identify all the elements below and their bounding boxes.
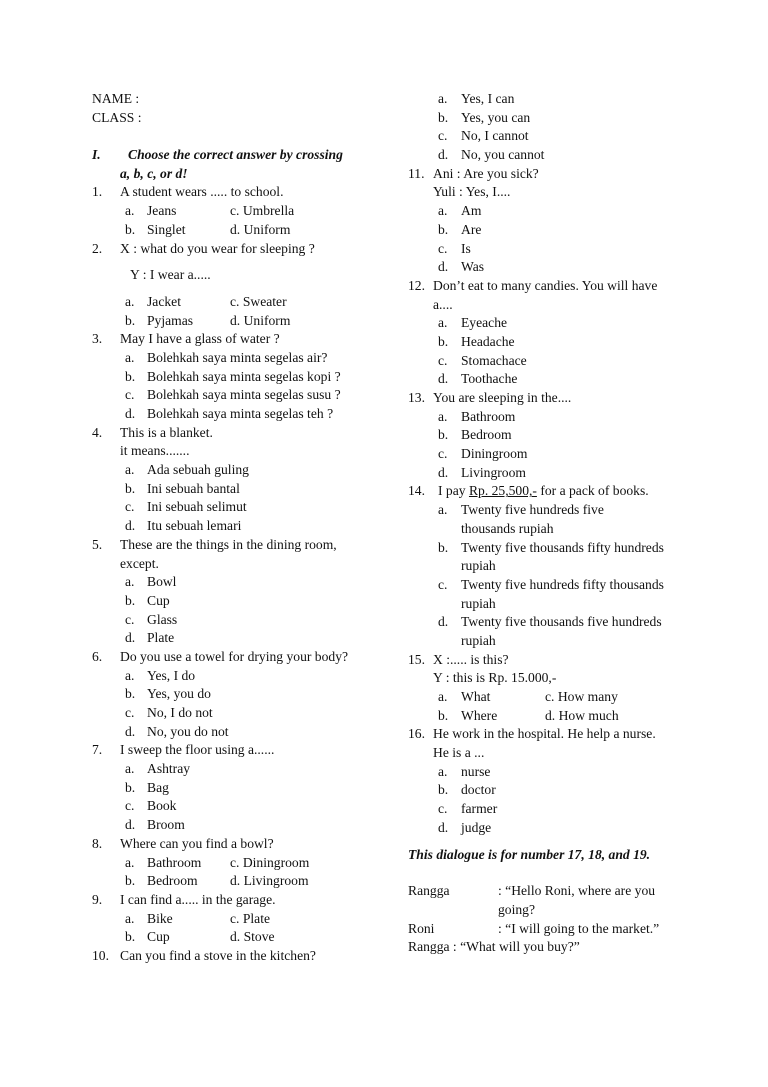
option-row[interactable]: a. Eyeache: [438, 315, 508, 331]
question-number: 4.: [92, 424, 103, 440]
dialogue-line-continued: going?: [498, 901, 535, 917]
option-row[interactable]: b. Yes, you can: [438, 109, 531, 125]
option-row[interactable]: b. Yes, you do: [125, 686, 211, 702]
option-text[interactable]: d. Uniform: [230, 312, 291, 328]
option-row[interactable]: a. Twenty five hundreds five: [438, 502, 604, 518]
question-text: You are sleeping in the....: [433, 390, 572, 405]
option-row[interactable]: c. Is: [438, 240, 471, 256]
option-text[interactable]: c. Sweater: [230, 293, 287, 309]
question-text: X : what do you wear for sleeping ?: [120, 240, 315, 256]
option-row[interactable]: b. Cup: [125, 592, 170, 608]
option-row[interactable]: [92, 312, 392, 331]
question-dialogue-line: Y : I wear a.....: [130, 267, 211, 283]
option-row[interactable]: a. Bathroom c. Diningroom: [125, 854, 310, 870]
option-letter[interactable]: a.: [125, 293, 135, 309]
option-row[interactable]: d. Toothache: [438, 371, 518, 387]
option-letter[interactable]: b.: [125, 312, 136, 328]
question-number: 5.: [92, 536, 103, 552]
question-text: He work in the hospital. He help a nurse.: [433, 726, 656, 742]
option-row[interactable]: c. Glass: [125, 611, 178, 627]
question-text: These are the things in the dining room,: [120, 536, 337, 552]
question-9: [92, 891, 392, 910]
question-12: [408, 277, 708, 296]
question-number: 10.: [92, 947, 109, 963]
question-number: 11.: [408, 165, 425, 181]
question-text: Ani : Are you sick?: [433, 165, 539, 181]
option-row[interactable]: a. Ada sebuah guling: [125, 462, 249, 478]
dialogue-line-rangga-2: Rangga : “What will you buy?”: [408, 939, 580, 955]
question-11: [408, 165, 708, 184]
option-row[interactable]: b. Cup d. Stove: [125, 929, 275, 945]
option-row[interactable]: c. Book: [125, 798, 177, 814]
question-number: 7.: [92, 742, 103, 758]
dialogue-line-roni: Roni : “I will going to the market.”: [408, 920, 660, 936]
question-number: 2.: [92, 240, 103, 256]
option-letter[interactable]: b.: [125, 221, 136, 237]
question-13: [408, 389, 708, 408]
option-row[interactable]: a. Yes, I can: [438, 91, 515, 106]
section-number: I.: [92, 147, 101, 163]
question-text-continued: it means.......: [120, 443, 190, 459]
option-row[interactable]: d. Livingroom: [438, 464, 526, 480]
option-row[interactable]: [92, 202, 392, 221]
class-label: CLASS :: [92, 109, 142, 125]
question-16: [408, 725, 708, 744]
question-15: [408, 651, 708, 670]
option-row[interactable]: c. No, I cannot: [438, 128, 529, 144]
question-4: [92, 424, 392, 443]
name-label: NAME :: [92, 91, 140, 106]
question-number: 3.: [92, 331, 103, 347]
question-number: 6.: [92, 648, 103, 664]
option-row[interactable]: b. Headache: [438, 333, 515, 349]
dialogue-line-rangga: Rangga : “Hello Roni, where are you: [408, 883, 656, 899]
question-1: [92, 183, 392, 202]
question-text: Can you find a stove in the kitchen?: [120, 947, 316, 963]
question-number: 15.: [408, 651, 425, 667]
option-row[interactable]: d. judge: [438, 819, 492, 835]
option-row[interactable]: b. Bag: [125, 779, 169, 795]
option-row[interactable]: c. farmer: [438, 801, 498, 817]
question-2: [92, 240, 392, 259]
question-text: A student wears ..... to school.: [120, 184, 284, 200]
question-text: I can find a..... in the garage.: [120, 891, 276, 907]
option-text-continued[interactable]: thousands rupiah: [461, 520, 554, 536]
option-text[interactable]: Jeans: [147, 203, 177, 219]
option-row[interactable]: b. doctor: [438, 782, 496, 798]
question-text-continued: except.: [120, 555, 159, 571]
question-text: X :..... is this?: [433, 651, 509, 667]
option-text[interactable]: c. Umbrella: [230, 203, 295, 219]
option-text-continued[interactable]: rupiah: [461, 595, 496, 611]
option-row[interactable]: c. Twenty five hundreds fifty thousands: [438, 576, 664, 592]
option-row[interactable]: d. No, you cannot: [438, 147, 545, 163]
option-row[interactable]: a. What c. How many: [438, 689, 618, 704]
question-14: [408, 482, 708, 501]
question-text-continued: Yuli : Yes, I....: [433, 184, 511, 200]
option-row[interactable]: a. Bike c. Plate: [125, 910, 271, 926]
option-row[interactable]: [92, 221, 392, 240]
question-text: I sweep the floor using a......: [120, 742, 275, 758]
right-column: [408, 90, 708, 957]
option-row[interactable]: a. Bathroom: [438, 408, 516, 424]
option-row[interactable]: c. Stomachace: [438, 352, 527, 368]
option-row[interactable]: d. Itu sebuah lemari: [125, 518, 242, 534]
option-row[interactable]: d. Twenty five thousands five hundreds: [438, 614, 662, 630]
option-row[interactable]: b. Are: [438, 221, 482, 237]
option-text[interactable]: Jacket: [147, 293, 181, 309]
question-10: [92, 947, 392, 966]
option-text[interactable]: Pyjamas: [147, 312, 194, 328]
question-text-continued: Y : this is Rp. 15.000,-: [433, 670, 557, 686]
question-text-continued: He is a ...: [433, 745, 485, 761]
instruction-line-1: Choose the correct answer by crossing: [128, 147, 343, 163]
option-row[interactable]: d. Plate: [125, 630, 175, 646]
question-number: 12.: [408, 277, 425, 293]
option-row[interactable]: b. Ini sebuah bantal: [125, 480, 240, 496]
question-text: I pay Rp. 25,500,- for a pack of books.: [438, 483, 649, 499]
option-row[interactable]: a. Bowl: [125, 574, 177, 590]
option-row[interactable]: d. Bolehkah saya minta segelas teh ?: [125, 406, 334, 421]
question-number: 16.: [408, 726, 425, 742]
option-text[interactable]: Singlet: [147, 221, 186, 237]
option-row[interactable]: c. Ini sebuah selimut: [125, 499, 247, 515]
question-5: [92, 536, 392, 555]
question-text: This is a blanket.: [120, 424, 213, 440]
price-amount: Rp. 25,500,-: [468, 483, 537, 499]
left-column: [92, 90, 392, 966]
option-row[interactable]: a. Am: [438, 203, 482, 219]
question-number: 8.: [92, 835, 103, 851]
instruction-line-2: a, b, c, or d!: [120, 165, 188, 181]
question-text-continued: a....: [433, 296, 453, 312]
question-number: 14.: [408, 483, 425, 499]
option-row[interactable]: b. Bedroom: [438, 427, 512, 443]
option-letter[interactable]: a.: [125, 203, 135, 219]
option-text-continued[interactable]: rupiah: [461, 558, 496, 574]
option-row[interactable]: d. No, you do not: [125, 723, 229, 739]
dialogue-heading: This dialogue is for number 17, 18, and 19.: [408, 846, 651, 862]
option-row[interactable]: a. Yes, I do: [125, 667, 196, 683]
option-row[interactable]: c. Bolehkah saya minta segelas susu ?: [125, 387, 341, 403]
question-3: [92, 330, 392, 349]
option-text-continued[interactable]: rupiah: [461, 632, 496, 648]
option-row[interactable]: d. Was: [438, 259, 485, 275]
question-text: Do you use a towel for drying your body?: [120, 648, 349, 664]
option-row[interactable]: a. Ashtray: [125, 761, 191, 777]
question-text: Where can you find a bowl?: [120, 835, 274, 851]
question-text: May I have a glass of water ?: [120, 331, 280, 347]
question-number: 13.: [408, 390, 425, 405]
option-row[interactable]: a. Bolehkah saya minta segelas air?: [125, 349, 328, 365]
option-row[interactable]: a. nurse: [438, 763, 491, 779]
option-row[interactable]: b. Where d. How much: [438, 707, 619, 723]
option-row[interactable]: b. Bolehkah saya minta segelas kopi ?: [125, 368, 341, 384]
option-row[interactable]: c. Diningroom: [438, 446, 528, 462]
option-row[interactable]: d. Broom: [125, 817, 185, 833]
option-row[interactable]: b. Twenty five thousands fifty hundreds: [438, 539, 664, 555]
option-row[interactable]: b. Bedroom d. Livingroom: [125, 873, 309, 889]
option-row[interactable]: [92, 293, 392, 312]
section-heading: [92, 146, 392, 165]
question-number: 1.: [92, 184, 103, 200]
question-text: Don’t eat to many candies. You will have: [433, 277, 658, 293]
option-text[interactable]: d. Uniform: [230, 221, 291, 237]
option-row[interactable]: c. No, I do not: [125, 705, 213, 720]
question-6: [92, 648, 392, 667]
question-number: 9.: [92, 891, 103, 907]
question-8: [92, 835, 392, 854]
question-7: [92, 741, 392, 760]
